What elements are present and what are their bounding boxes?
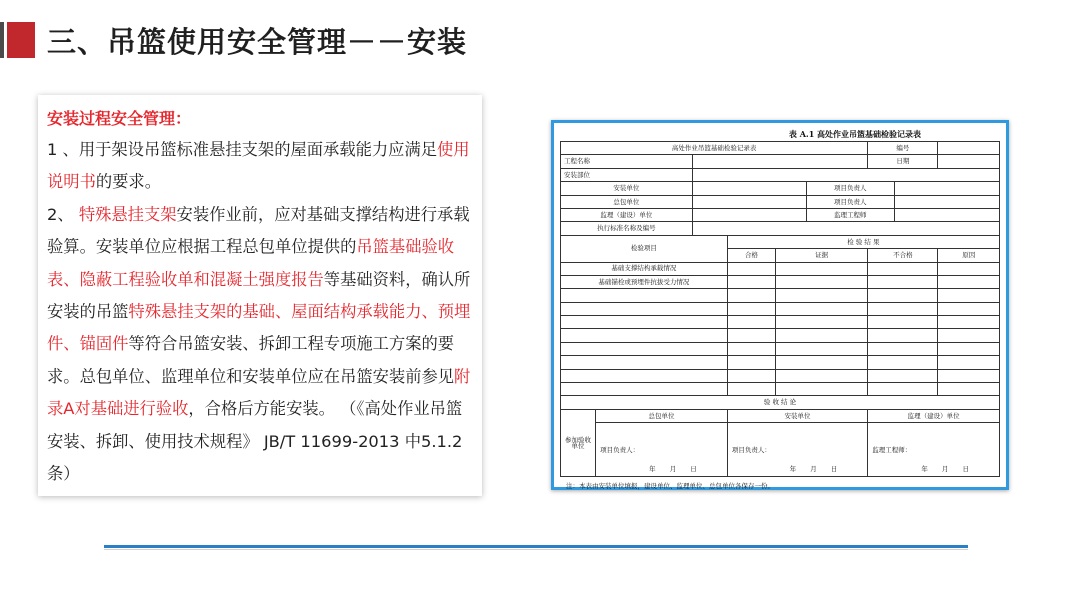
form-row	[561, 383, 1000, 396]
form-cell	[938, 369, 1000, 382]
form-cell	[776, 356, 868, 369]
form-cell	[692, 168, 999, 181]
form-fail-label: 不合格	[868, 249, 938, 262]
form-cell	[868, 356, 938, 369]
form-row	[561, 168, 1000, 181]
form-row	[561, 302, 1000, 315]
form-row	[561, 262, 1000, 275]
form-cell	[938, 262, 1000, 275]
form-date-label: 日期	[868, 155, 938, 168]
form-install-location-label: 安装部位	[561, 168, 693, 181]
form-cell	[692, 182, 806, 195]
form-reason-label: 原因	[938, 249, 1000, 262]
text-box	[38, 95, 482, 496]
form-cell	[938, 356, 1000, 369]
form-row	[561, 369, 1000, 382]
form-cell	[776, 342, 868, 355]
form-sig-person-2: 项目负责人：	[731, 446, 771, 455]
form-pass-label: 合格	[727, 249, 775, 262]
form-row	[561, 356, 1000, 369]
form-row	[561, 316, 1000, 329]
form-check-result-label: 检 验 结 果	[727, 235, 999, 248]
form-cell	[868, 289, 938, 302]
bottom-divider-line	[104, 545, 968, 548]
form-supervision-engineer-label: 监理工程师	[806, 208, 894, 221]
form-caption: 表 A.1 高处作业吊篮基础检验记录表	[788, 129, 922, 139]
form-cell	[894, 208, 999, 221]
form-cell	[727, 302, 775, 315]
form-cell	[561, 302, 728, 315]
form-cell	[561, 369, 728, 382]
form-participants-label: 参加验收单位	[561, 409, 596, 476]
form-row	[561, 208, 1000, 221]
form-sig-cell-3	[868, 423, 1000, 477]
item2-text-b: 安装作业前，应对基础支撑结构进行承载验算。安装单位应根据工程总包单位提供的	[47, 204, 470, 257]
item2-text-a: 2、	[47, 204, 79, 224]
title-accent-dark-bar	[0, 22, 4, 58]
form-evidence-label: 证据	[776, 249, 868, 262]
form-cell	[776, 329, 868, 342]
item1-text-b: 的要求。	[95, 172, 161, 192]
form-row	[561, 195, 1000, 208]
form-cell	[938, 275, 1000, 288]
form-conclusion-label: 验 收 结 论	[561, 396, 1000, 409]
form-sig-date-2: 年 月 日	[789, 464, 844, 473]
form-cell	[868, 262, 938, 275]
form-item-row-1: 基础支撑结构承载情况	[561, 262, 728, 275]
form-cell	[727, 329, 775, 342]
form-cell	[776, 302, 868, 315]
form-cell	[692, 222, 999, 235]
form-cell	[894, 195, 999, 208]
form-cell	[727, 342, 775, 355]
form-cell	[868, 342, 938, 355]
item1-highlight: 使用说明书	[47, 140, 470, 192]
form-project-lead-label-1: 项目负责人	[806, 182, 894, 195]
form-cell	[561, 383, 728, 396]
item2-text-e: ，合格后方能安装。 （《高处作业吊篮安装、拆卸、使用技术规程》 JB/T 11699-2013 中5.1.2条）	[47, 399, 463, 484]
form-sig-col-2: 安装单位	[727, 409, 867, 422]
form-cell	[938, 342, 1000, 355]
form-row	[561, 155, 1000, 168]
inspection-form-table	[560, 141, 1000, 477]
item2-text-c: 等基础资料，确认所安装的吊篮	[47, 269, 471, 322]
item2-highlight-1: 特殊悬挂支架	[78, 204, 177, 224]
form-cell	[868, 316, 938, 329]
form-row	[561, 182, 1000, 195]
item2-text-d: 等符合吊篮安装、拆卸工程专项施工方案的要求。总包单位、监理单位和安装单位应在吊篮安装前参见	[47, 334, 455, 386]
item2-highlight-4: 附录A对基础进行验收	[47, 366, 471, 419]
form-cell	[938, 155, 1000, 168]
form-project-lead-label-2: 项目负责人	[806, 195, 894, 208]
inspection-form-image	[551, 120, 1009, 490]
form-cell	[776, 316, 868, 329]
form-row	[561, 235, 1000, 248]
form-cell	[776, 369, 868, 382]
form-sig-cell-2	[727, 423, 867, 477]
form-cell	[776, 275, 868, 288]
text-heading: 安装过程安全管理：	[47, 109, 192, 128]
form-cell	[692, 155, 868, 168]
form-cell	[727, 383, 775, 396]
form-row	[561, 329, 1000, 342]
form-check-items-label: 检验项目	[561, 235, 728, 262]
form-row	[561, 222, 1000, 235]
form-cell	[561, 316, 728, 329]
form-supervision-unit-label: 监理（建设）单位	[561, 208, 693, 221]
form-sig-col-1: 总包单位	[596, 409, 728, 422]
form-cell	[938, 302, 1000, 315]
form-cell	[727, 316, 775, 329]
form-number-label: 编号	[868, 142, 938, 155]
form-row	[561, 142, 1000, 155]
form-sig-date-1: 年 月 日	[649, 464, 703, 473]
form-cell	[938, 142, 1000, 155]
form-standard-label: 执行标准名称及编号	[561, 222, 693, 235]
form-row	[561, 342, 1000, 355]
form-cell	[938, 289, 1000, 302]
form-cell	[561, 356, 728, 369]
form-row	[561, 289, 1000, 302]
form-cell	[561, 289, 728, 302]
form-contractor-label: 总包单位	[561, 195, 693, 208]
title-accent-red-bar	[7, 22, 35, 58]
form-row	[561, 275, 1000, 288]
text-paragraph-item-2	[47, 199, 473, 491]
item2-highlight-3: 特殊悬挂支架的基础、屋面结构承载能力、预埋件、锚固件	[47, 302, 471, 354]
form-cell	[868, 329, 938, 342]
form-cell	[727, 369, 775, 382]
form-cell	[727, 356, 775, 369]
form-cell	[776, 383, 868, 396]
form-cell	[727, 289, 775, 302]
form-install-unit-label: 安装单位	[561, 182, 693, 195]
form-cell	[868, 275, 938, 288]
form-row	[561, 409, 1000, 422]
form-cell	[776, 262, 868, 275]
bottom-divider-shadow	[104, 549, 968, 550]
form-cell	[868, 383, 938, 396]
form-cell	[561, 329, 728, 342]
form-cell	[727, 275, 775, 288]
form-cell	[692, 195, 806, 208]
form-cell	[868, 369, 938, 382]
item2-highlight-2: 吊篮基础验收表、隐蔽工程验收单和混凝土强度报告	[47, 237, 455, 289]
form-cell	[776, 289, 868, 302]
form-sig-person-1: 项目负责人：	[600, 446, 640, 455]
form-row	[561, 423, 1000, 477]
form-row	[561, 396, 1000, 409]
form-cell	[692, 208, 806, 221]
slide-title: 三、吊篮使用安全管理－－安装	[47, 25, 468, 59]
form-note: 注：本表由安装单位填报，建设单位、监理单位、总包单位各保存一份。	[566, 482, 774, 491]
form-sig-date-3: 年 月 日	[921, 464, 975, 473]
form-cell	[561, 342, 728, 355]
form-sig-col-3: 监理（建设）单位	[868, 409, 1000, 422]
form-cell	[938, 316, 1000, 329]
form-cell	[938, 383, 1000, 396]
form-cell	[868, 302, 938, 315]
form-record-title: 高处作业吊篮基础检验记录表	[561, 142, 868, 155]
form-item-row-2: 基础锚栓或预埋件抗拔受力情况	[561, 275, 728, 288]
item1-text-a: 1 、用于架设吊篮标准悬挂支架的屋面承载能力应满足	[47, 140, 438, 159]
form-cell	[727, 262, 775, 275]
form-cell	[894, 182, 999, 195]
form-cell	[938, 329, 1000, 342]
form-sig-cell-1	[596, 423, 728, 477]
form-project-name-label: 工程名称	[561, 155, 693, 168]
form-sig-person-3: 监理工程师：	[872, 446, 912, 455]
text-paragraph-item-1	[47, 134, 473, 199]
